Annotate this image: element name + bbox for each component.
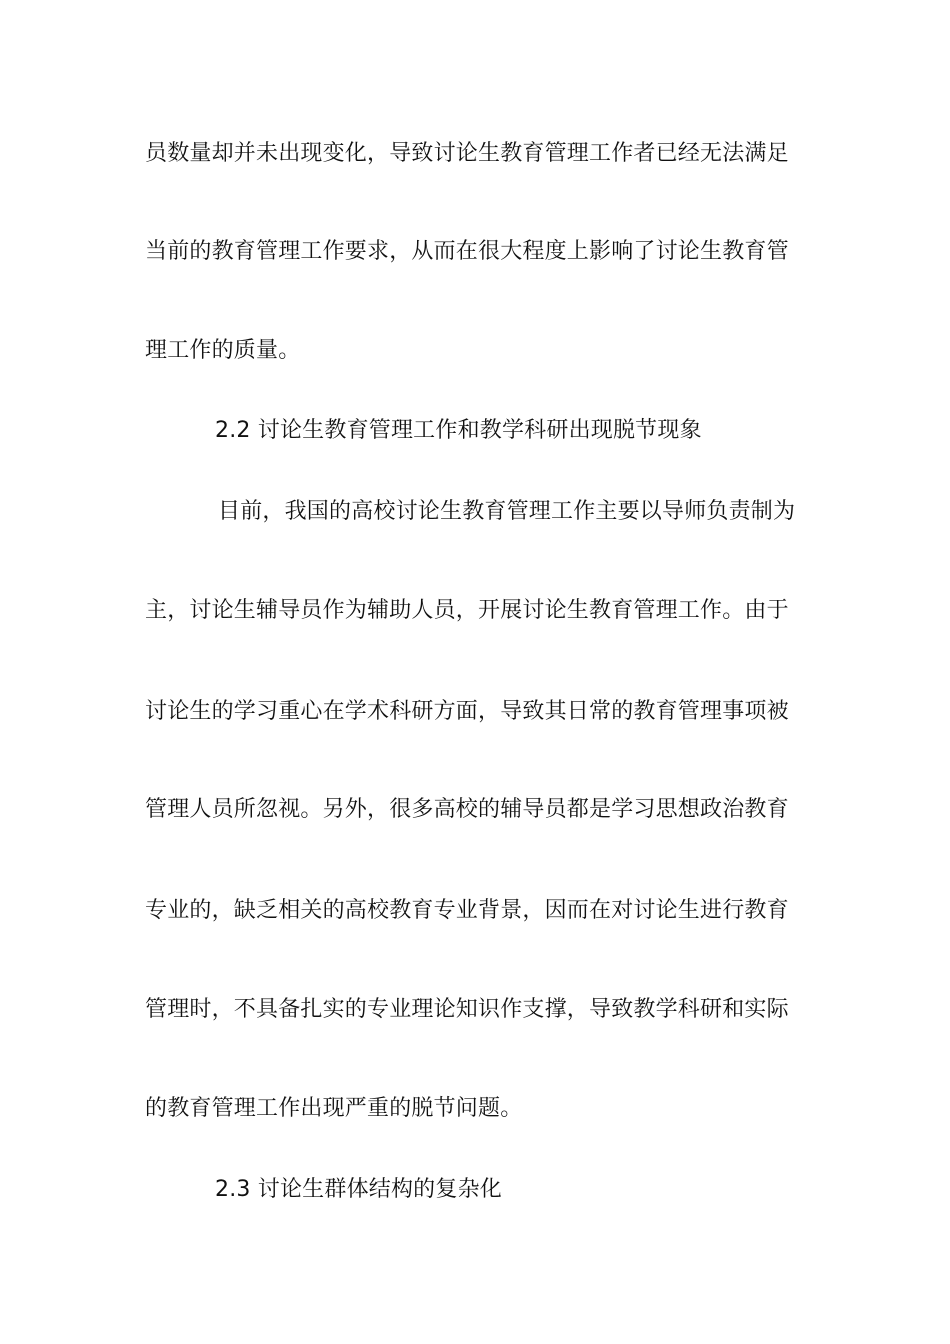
paragraph-2-line-1: 目前，我国的高校讨论生教育管理工作主要以导师负责制为 xyxy=(218,499,796,524)
paragraph-2-line-3: 讨论生的学习重心在学术科研方面，导致其日常的教育管理事项被 xyxy=(145,699,789,724)
paragraph-2-line-7: 的教育管理工作出现严重的脱节问题。 xyxy=(145,1096,523,1121)
section-heading-2-3: 2.3 讨论生群体结构的复杂化 xyxy=(215,1177,502,1202)
paragraph-2-line-4: 管理人员所忽视。另外，很多高校的辅导员都是学习思想政治教育 xyxy=(145,797,789,822)
paragraph-2-line-5: 专业的，缺乏相关的高校教育专业背景，因而在对讨论生进行教育 xyxy=(145,898,789,923)
paragraph-1-line-2: 当前的教育管理工作要求，从而在很大程度上影响了讨论生教育管 xyxy=(145,239,789,264)
paragraph-1-line-3: 理工作的质量。 xyxy=(145,338,301,363)
section-heading-2-2: 2.2 讨论生教育管理工作和教学科研出现脱节现象 xyxy=(215,418,702,443)
paragraph-1-line-1: 员数量却并未出现变化，导致讨论生教育管理工作者已经无法满足 xyxy=(145,141,789,166)
paragraph-2-line-2: 主，讨论生辅导员作为辅助人员，开展讨论生教育管理工作。由于 xyxy=(145,598,789,623)
paragraph-2-line-6: 管理时，不具备扎实的专业理论知识作支撑，导致教学科研和实际 xyxy=(145,997,789,1022)
